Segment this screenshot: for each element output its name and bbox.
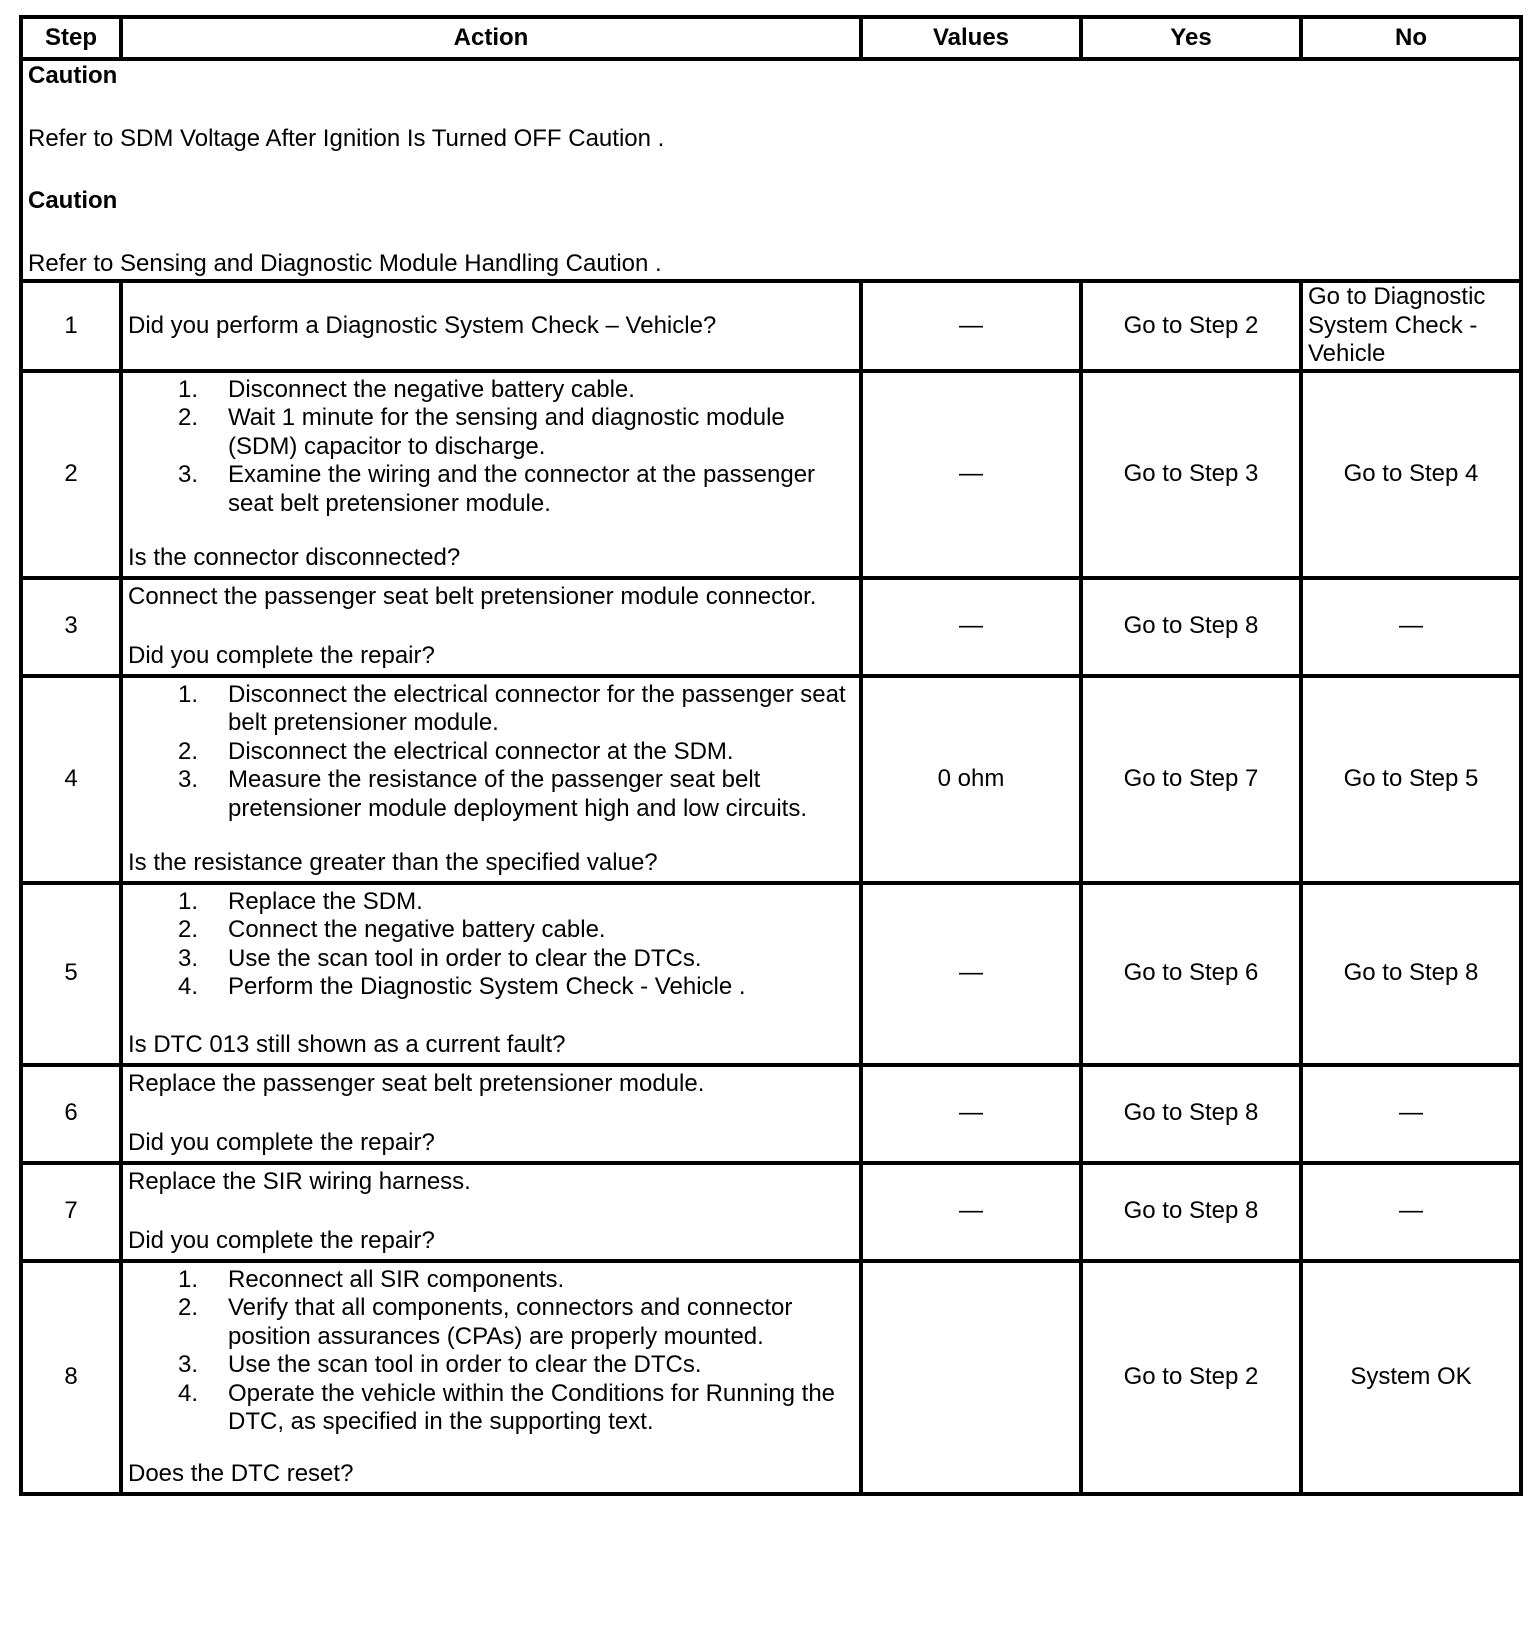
action-step-item: [178, 404, 854, 461]
action-step-number: 1.: [178, 375, 199, 403]
yes-cell: Go to Step 6: [1081, 883, 1301, 1065]
action-question: Did you complete the repair?: [128, 642, 435, 669]
step-number: 8: [21, 1261, 121, 1494]
action-question: Is the connector disconnected?: [128, 544, 461, 571]
action-question: Is the resistance greater than the specified value?: [128, 849, 658, 876]
caution-cell: [21, 59, 1521, 281]
action-step-item: [178, 461, 854, 518]
action-intro: Connect the passenger seat belt pretensioner module connector.: [128, 582, 817, 610]
action-step-text: Use the scan tool in order to clear the DTCs.: [228, 1351, 702, 1378]
values-cell: 0 ohm: [861, 676, 1081, 883]
yes-cell: Go to Step 3: [1081, 371, 1301, 578]
action-cell: [121, 578, 861, 676]
action-steps-list: [128, 681, 854, 824]
no-cell: —: [1301, 578, 1521, 676]
action-step-number: 3.: [178, 461, 199, 488]
no-cell: Go to Step 5: [1301, 676, 1521, 883]
action-step-item: [178, 973, 854, 1002]
action-step-text: Verify that all components, connectors and connector position assurances (CPAs) are properly mounted.: [228, 1294, 793, 1350]
yes-cell: Go to Step 2: [1081, 1261, 1301, 1494]
step-row: [21, 578, 1521, 676]
yes-cell: Go to Step 8: [1081, 1065, 1301, 1163]
action-step-text: Disconnect the electrical connector for the passenger seat belt pretensioner module.: [228, 680, 846, 736]
action-step-number: 1.: [178, 1265, 199, 1293]
action-question: Did you perform a Diagnostic System Check – Vehicle?: [128, 311, 717, 339]
action-question: Is DTC 013 still shown as a current fault?: [128, 1031, 566, 1058]
yes-cell: Go to Step 8: [1081, 1163, 1301, 1261]
action-step-item: [178, 738, 854, 767]
step-row: [21, 371, 1521, 578]
step-number: 7: [21, 1163, 121, 1261]
step-number: 5: [21, 883, 121, 1065]
action-question: Did you complete the repair?: [128, 1129, 435, 1156]
action-step-text: Perform the Diagnostic System Check - Vehicle .: [228, 973, 746, 1000]
action-cell: [121, 883, 861, 1065]
step-row: [21, 1065, 1521, 1163]
action-step-number: 1.: [178, 680, 199, 708]
action-step-text: Reconnect all SIR components.: [228, 1265, 565, 1293]
action-step-item: [178, 376, 854, 405]
no-cell: System OK: [1301, 1261, 1521, 1494]
no-cell: Go to Step 4: [1301, 371, 1521, 578]
action-step-number: 3.: [178, 944, 199, 972]
action-question: Did you complete the repair?: [128, 1227, 435, 1254]
step-number: 1: [21, 281, 121, 371]
action-step-text: Disconnect the electrical connector at the SDM.: [228, 737, 734, 765]
action-step-item: [178, 916, 854, 945]
values-cell: —: [861, 281, 1081, 371]
step-number: 3: [21, 578, 121, 676]
action-step-number: 4.: [178, 973, 199, 1000]
action-step-text: Wait 1 minute for the sensing and diagnostic module (SDM) capacitor to discharge.: [228, 404, 785, 460]
action-step-item: [178, 1266, 854, 1295]
yes-cell: Go to Step 7: [1081, 676, 1301, 883]
step-number: 6: [21, 1065, 121, 1163]
action-step-number: 2.: [178, 916, 199, 943]
values-cell: —: [861, 1065, 1081, 1163]
action-cell: [121, 281, 861, 371]
values-cell: [861, 1261, 1081, 1494]
action-step-number: 4.: [178, 1379, 199, 1407]
action-cell: [121, 676, 861, 883]
values-cell: —: [861, 578, 1081, 676]
header-action: Action: [121, 17, 861, 59]
header-row: [21, 17, 1521, 59]
no-cell: Go to Step 8: [1301, 883, 1521, 1065]
action-cell: [121, 1163, 861, 1261]
yes-cell: Go to Step 2: [1081, 281, 1301, 371]
header-step: Step: [21, 17, 121, 59]
action-step-item: [178, 1351, 854, 1380]
header-values: Values: [861, 17, 1081, 59]
yes-cell: Go to Step 8: [1081, 578, 1301, 676]
values-cell: —: [861, 1163, 1081, 1261]
step-row: [21, 281, 1521, 371]
caution-title: Caution: [28, 187, 118, 214]
step-row: [21, 1261, 1521, 1494]
caution-text: Refer to SDM Voltage After Ignition Is Turned OFF Caution .: [28, 124, 665, 152]
action-steps-list: [128, 376, 854, 519]
action-step-text: Replace the SDM.: [228, 887, 423, 915]
no-cell: —: [1301, 1065, 1521, 1163]
action-step-text: Connect the negative battery cable.: [228, 916, 606, 943]
caution-row: [21, 59, 1521, 281]
values-cell: —: [861, 883, 1081, 1065]
action-step-item: [178, 681, 854, 738]
header-no: No: [1301, 17, 1521, 59]
action-intro: Replace the passenger seat belt pretensioner module.: [128, 1069, 705, 1097]
action-step-text: Examine the wiring and the connector at the passenger seat belt pretensioner module.: [228, 461, 816, 517]
action-step-item: [178, 888, 854, 917]
step-number: 2: [21, 371, 121, 578]
caution-title: Caution: [28, 62, 118, 89]
action-step-number: 1.: [178, 887, 199, 915]
action-step-item: [178, 1380, 854, 1437]
action-step-text: Measure the resistance of the passenger seat belt pretensioner module deployment high and low circuits.: [228, 766, 807, 822]
step-row: [21, 1163, 1521, 1261]
action-step-number: 2.: [178, 1294, 199, 1321]
action-step-item: [178, 945, 854, 974]
step-row: [21, 883, 1521, 1065]
step-number: 4: [21, 676, 121, 883]
values-cell: —: [861, 371, 1081, 578]
step-row: [21, 676, 1521, 883]
action-cell: [121, 371, 861, 578]
action-cell: [121, 1065, 861, 1163]
no-cell: —: [1301, 1163, 1521, 1261]
action-intro: Replace the SIR wiring harness.: [128, 1167, 471, 1195]
action-step-item: [178, 1294, 854, 1351]
action-steps-list: [128, 888, 854, 1002]
action-step-number: 3.: [178, 766, 199, 793]
action-cell: [121, 1261, 861, 1494]
action-question: Does the DTC reset?: [128, 1460, 354, 1487]
action-step-text: Operate the vehicle within the Conditions for Running the DTC, as specified in the supporting text.: [228, 1379, 836, 1435]
action-step-item: [178, 766, 854, 823]
caution-text: Refer to Sensing and Diagnostic Module Handling Caution .: [28, 249, 662, 277]
header-yes: Yes: [1081, 17, 1301, 59]
diagnostic-table: [19, 15, 1523, 1496]
action-step-number: 2.: [178, 404, 199, 431]
action-step-text: Use the scan tool in order to clear the DTCs.: [228, 944, 702, 972]
action-step-number: 2.: [178, 737, 199, 765]
action-steps-list: [128, 1266, 854, 1437]
action-step-text: Disconnect the negative battery cable.: [228, 375, 635, 403]
no-cell: Go to Diagnostic System Check - Vehicle: [1301, 281, 1521, 371]
action-step-number: 3.: [178, 1351, 199, 1378]
